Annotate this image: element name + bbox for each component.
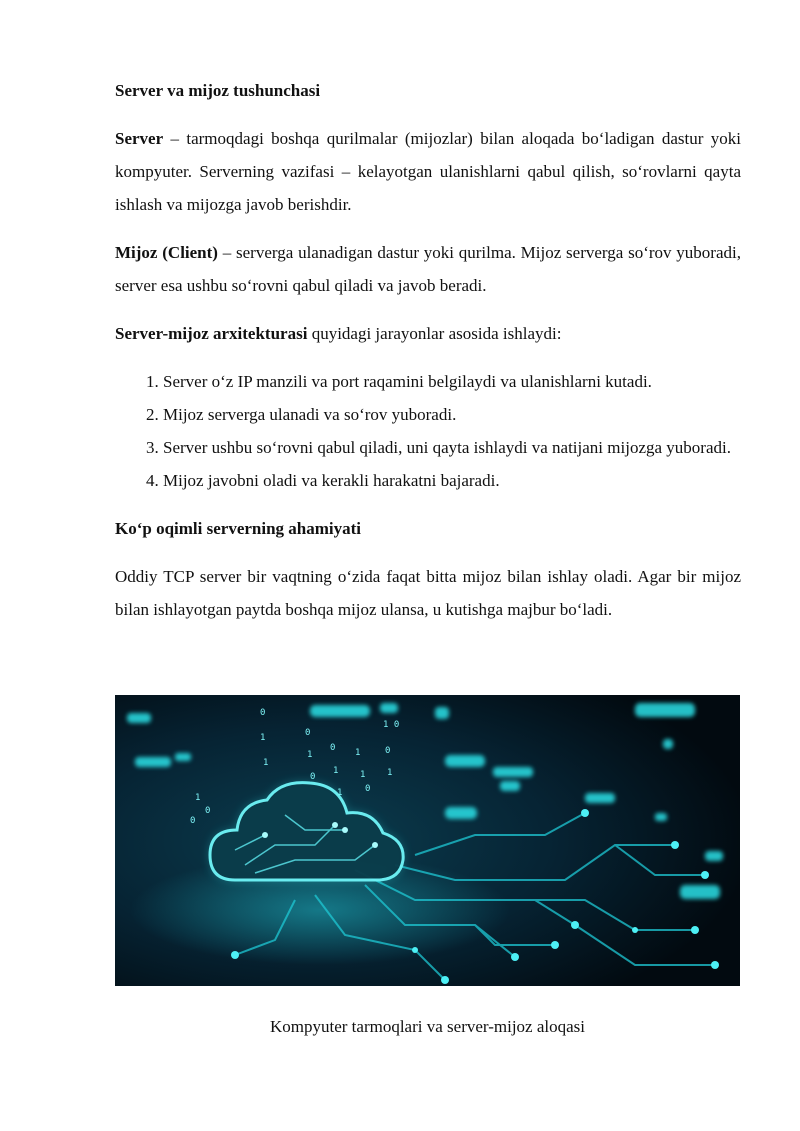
svg-text:1: 1 <box>263 758 269 768</box>
svg-text:1: 1 <box>307 750 313 760</box>
svg-text:1: 1 <box>195 793 201 803</box>
svg-text:1: 1 <box>387 768 393 778</box>
svg-text:1: 1 <box>337 788 343 798</box>
paragraph-client-definition <box>115 236 741 302</box>
list-item: 4. Mijoz javobni oladi va kerakli harakatni bajaradi. <box>163 464 741 497</box>
paragraph-server-definition <box>115 122 741 221</box>
paragraph-architecture-intro <box>115 317 741 350</box>
svg-text:0: 0 <box>385 746 391 756</box>
cloud-circuit-image <box>115 695 740 986</box>
client-definition-text: – serverga ulanadigan dastur yoki qurilma. Mijoz serverga so‘rov yuboradi, server esa ushbu so‘rovni qabul qiladi va javob beradi. <box>115 243 741 295</box>
figure-caption: Kompyuter tarmoqlari va server-mijoz aloqasi <box>270 1017 585 1036</box>
svg-text:1: 1 <box>333 766 339 776</box>
svg-text:0: 0 <box>190 816 196 826</box>
term-client: Mijoz (Client) <box>115 243 218 262</box>
svg-text:0: 0 <box>330 743 336 753</box>
list-item: 3. Server ushbu so‘rovni qabul qiladi, uni qayta ishlaydi va natijani mijozga yuboradi. <box>163 431 741 464</box>
list-item: 2. Mijoz serverga ulanadi va so‘rov yuboradi. <box>163 398 741 431</box>
svg-text:1: 1 <box>260 733 266 743</box>
section-heading-server-client: Server va mijoz tushunchasi <box>115 81 321 100</box>
paragraph-tcp-server: Oddiy TCP server bir vaqtning o‘zida faqat bitta mijoz bilan ishlay oladi. Agar bir mijoz bilan ishlayotgan paytda boshqa mijoz ulansa, u kutishga majbur bo‘ladi. <box>115 567 741 619</box>
term-architecture: Server-mijoz arxitekturasi <box>115 324 308 343</box>
section-heading-multithreaded: Ko‘p oqimli serverning ahamiyati <box>115 519 362 538</box>
svg-text:1 0: 1 0 <box>383 720 400 730</box>
term-server: Server <box>115 129 164 148</box>
svg-text:0: 0 <box>305 728 311 738</box>
cloud-network-illustration <box>115 695 740 986</box>
svg-text:1: 1 <box>355 748 361 758</box>
svg-text:0: 0 <box>260 708 266 718</box>
document-body <box>115 74 741 641</box>
svg-text:0: 0 <box>365 784 371 794</box>
architecture-intro-text: quyidagi jarayonlar asosida ishlaydi: <box>307 324 562 343</box>
svg-text:0: 0 <box>310 772 316 782</box>
server-definition-text: – tarmoqdagi boshqa qurilmalar (mijozlar) bilan aloqada bo‘ladigan dastur yoki kompyuter. Serverning vazifasi – kelayotgan ulanishlarni qabul qilish, so‘rovlarni qayta ishlash va mijozga javob berishdir. <box>115 129 741 214</box>
list-item: 1. Server o‘z IP manzili va port raqamini belgilaydi va ulanishlarni kutadi. <box>163 365 741 398</box>
svg-text:0: 0 <box>205 806 211 816</box>
process-steps-list <box>115 365 741 497</box>
svg-text:1: 1 <box>360 770 366 780</box>
